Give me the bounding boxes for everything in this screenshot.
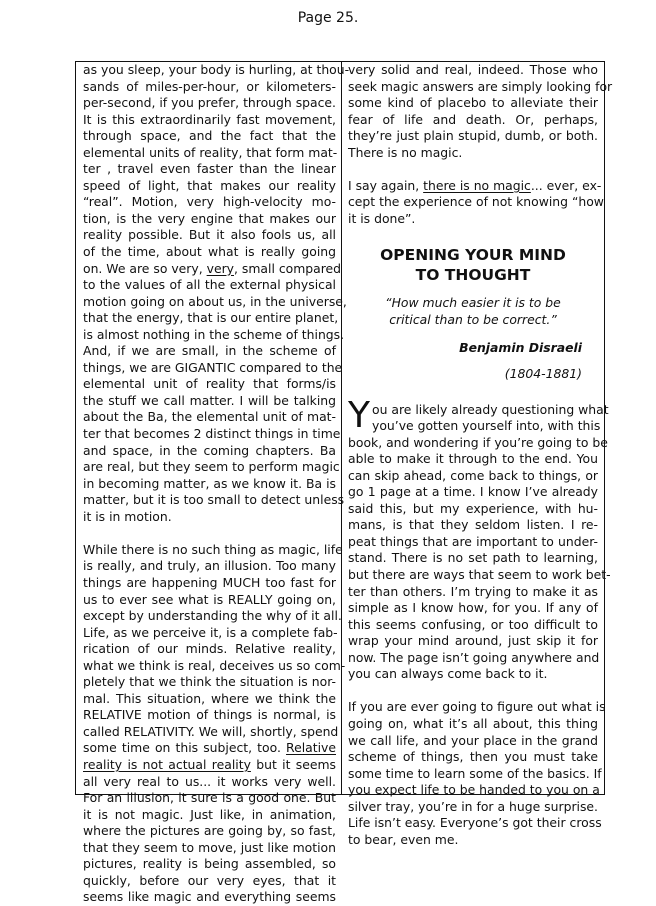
text-line: silver tray, you’re in for a huge surprise. (348, 798, 598, 814)
text-line: ou are likely already questioning what (372, 401, 609, 417)
drop-cap: Y (348, 394, 370, 436)
text-line: to bear, even me. (348, 831, 459, 847)
text-line: you expect life to be handed to you on a (348, 782, 600, 798)
text-line: some time to learn some of the basics. If (348, 765, 602, 781)
text-line: said this, but my experience, with hu- (348, 500, 598, 516)
text-line: called RELATIVITY. We will, shortly, spend (83, 723, 339, 739)
text-line: ter that becomes 2 distinct things in time (83, 426, 341, 442)
text-line: stand. There is no set path to learning, (348, 550, 598, 566)
text-line: seems like magic and everything seems (83, 889, 336, 905)
paragraph-illusion (83, 541, 346, 906)
text-line: is almost nothing in the scheme of things. (83, 326, 345, 342)
text-line: There is no magic. (348, 144, 463, 160)
text-line: this seems confusing, or too difficult to (348, 616, 598, 632)
text-line: through space, and the fact that the (83, 128, 336, 144)
text-line: can skip ahead, come back to things, or (348, 467, 598, 483)
underlined-very: very (206, 260, 234, 276)
text-line: scheme of things, then you must take (348, 749, 598, 765)
epigraph-quote: “How much easier it is to be critical than to be correct.” (385, 295, 561, 327)
text-line: ter , travel even faster than the linear (83, 161, 336, 177)
text-line: some kind of placebo to alleviate their (348, 95, 598, 111)
text-line: motion going on about us, in the universe, (83, 293, 347, 309)
text-line: fear of life and death. Or, perhaps, (348, 111, 598, 127)
quote-years: (1804-1881) (504, 366, 582, 382)
left-column (83, 62, 350, 906)
text-line: us to ever see what is REALLY going on, (83, 591, 336, 607)
right-column (348, 62, 613, 848)
text-line: simple as I know how, for you. If any of (348, 600, 598, 616)
text-line: For an illusion, it sure is a good one. But (83, 790, 336, 806)
text-line: is really, and truly, an illusion. Too many (83, 558, 336, 574)
text-line: “real”. Motion, very high-velocity mo- (83, 194, 336, 210)
text-line: quickly, before our very eyes, that it (83, 872, 336, 888)
text-line: RELATIVE motion of things is normal, is (83, 707, 336, 723)
text-line: of the time, about what is really going (83, 244, 336, 260)
text-line: some time on this subject, too. Relative (83, 740, 336, 756)
text-line: in becoming matter, as we know it. Ba is (83, 475, 336, 491)
text-line: able to make it through to the end. You (348, 451, 598, 467)
text-line: to the values of all the external physical (83, 277, 336, 293)
text-line: Life isn’t easy. Everyone’s got their cross (348, 815, 602, 831)
underlined-relative: Relative (286, 740, 336, 756)
text-line: about the Ba, the elemental unit of mat- (83, 409, 336, 425)
text-line: elemental unit of reality that forms/is (83, 376, 336, 392)
text-line: all very real to us... it works very well. (83, 773, 336, 789)
paragraph-no-magic (348, 62, 613, 161)
text-line: mans, is that they seldom listen. I re- (348, 517, 598, 533)
text-line: ter than others. I’m trying to make it as (348, 583, 598, 599)
text-line: what we think is real, deceives us so com- (83, 657, 346, 673)
text-line: things, we are GIGANTIC compared to the (83, 359, 343, 375)
text-line: rication of our minds. Relative reality, (83, 641, 336, 657)
text-line: speed of light, that makes our reality (83, 177, 336, 193)
underlined-there-is-no-magic: there is no magic (423, 177, 531, 193)
text-line: It is this extraordinarily fast movement, (83, 111, 336, 127)
text-line: Life, as we perceive it, is a complete fab- (83, 624, 338, 640)
text-line: but there are ways that seem to work bet- (348, 567, 611, 583)
text-line: that the energy, that is our entire planet, (83, 310, 339, 326)
text-line: pictures, reality is being assembled, so (83, 856, 336, 872)
text-line: now. The page isn’t going anywhere and (348, 649, 600, 665)
text-line: that they seem to move, just like motion (83, 839, 336, 855)
text-line: reality possible. But it also fools us, all (83, 227, 336, 243)
text-line: are real, but they seem to perform magic (83, 459, 340, 475)
text-line: on. We are so very, very, small compared (83, 260, 342, 276)
text-line: except by understanding the why of it all. (83, 608, 342, 624)
text-line: mal. This situation, where we think the (83, 690, 336, 706)
text-line: you can always come back to it. (348, 666, 548, 682)
text-line: it is not magic. Just like, in animation, (83, 806, 336, 822)
section-heading: OPENING YOUR MIND TO THOUGHT (380, 246, 566, 285)
text-line: as you sleep, your body is hurling, at thou- (83, 62, 350, 77)
text-line: sands of miles-per-hour, or kilometers- (83, 78, 336, 94)
text-line: we call life, and your place in the grand (348, 732, 598, 748)
text-line: where the pictures are going by, so fast, (83, 823, 336, 839)
text-line: seek magic answers are simply looking for (348, 78, 613, 94)
text-line: it is in motion. (83, 508, 172, 524)
text-line: and space, in the coming chapters. Ba (83, 442, 336, 458)
text-line: wrap your mind around, just skip it for (348, 633, 598, 649)
paragraph-motion (83, 62, 350, 525)
text-line: go 1 page at a time. I know I’ve already (348, 484, 598, 500)
text-line: If you are ever going to figure out what is (348, 699, 606, 715)
paragraph-questioning (348, 394, 611, 683)
quote-author: Benjamin Disraeli (459, 340, 582, 356)
text-line: And, if we are small, in the scheme of (83, 343, 336, 359)
text-line: peat things that are important to under- (348, 533, 598, 549)
text-line: reality is not actual reality but it seems (83, 756, 337, 772)
column-divider (341, 62, 342, 794)
text-line: the stuff we call matter. I will be talking (83, 392, 336, 408)
text-line: they’re just plain stupid, dumb, or both. (348, 128, 598, 144)
page-number: Page 25. (297, 10, 359, 26)
text-line: you’ve gotten yourself into, with this (372, 418, 601, 434)
paragraph-say-again: I say again, there is no magic... ever, ex- cept the experience of not knowing “how it is done”. (348, 177, 604, 226)
text-line: pletely that we think the situation is nor- (83, 674, 336, 690)
text-box (75, 61, 613, 905)
text-line: things are happening MUCH too fast for (83, 574, 336, 590)
underlined-reality-phrase: reality is not actual reality (83, 756, 251, 772)
text-line: per-second, if you prefer, through space. (83, 95, 336, 111)
paragraph-figure-out (348, 699, 606, 848)
text-line: While there is no such thing as magic, life (83, 541, 343, 557)
text-line: book, and wondering if you’re going to be (348, 434, 608, 450)
text-line: going on, what it’s all about, this thing (348, 715, 598, 731)
text-line: matter, but it is too small to detect unless (83, 492, 345, 508)
text-line: tion, is the very engine that makes our (83, 210, 336, 226)
text-line: very solid and real, indeed. Those who (348, 62, 598, 77)
text-line: elemental units of reality, that form mat- (83, 144, 338, 160)
